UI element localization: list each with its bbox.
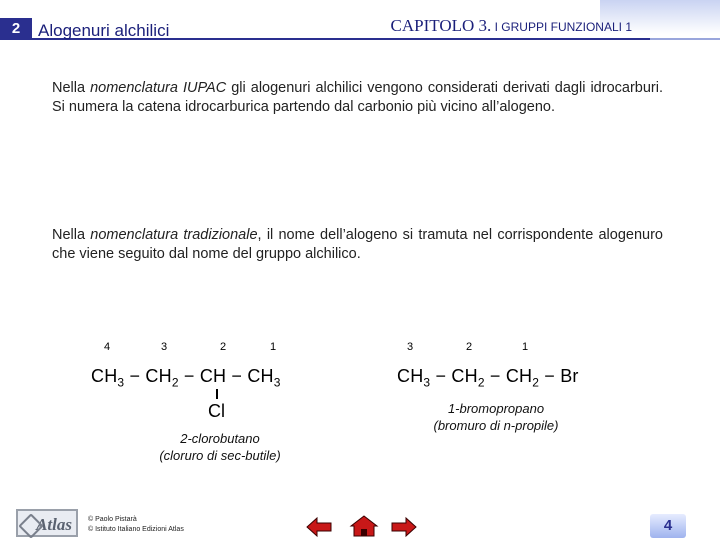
arrow-right-icon[interactable] [390, 516, 418, 538]
formula-subscript: 2 [171, 375, 179, 390]
formula-subscript: 2 [532, 375, 540, 390]
formula-bond: − [178, 366, 200, 386]
page-number: 4 [650, 514, 686, 538]
formula-bond: − [226, 366, 248, 386]
formula-bond: − [484, 366, 506, 386]
home-icon[interactable] [349, 514, 379, 538]
paragraph-traditional [52, 226, 663, 264]
paragraph-text: , il nome dell’alogeno si tramuta nel corrispondente alogenuro che viene seguito dal nome del gruppo alchilico. [52, 227, 663, 262]
formula-group: CH [145, 366, 172, 386]
chapter-prefix: CAPITOLO 3. [390, 16, 492, 35]
carbon-number: 3 [407, 341, 414, 353]
formula-group: CH [199, 366, 227, 386]
formula-1-bromopropano [397, 366, 579, 390]
formula-bond: − [124, 366, 146, 386]
compound-traditional-name: (bromuro di n-propile) [433, 418, 559, 433]
section-title: Alogenuri alchilici [38, 21, 170, 40]
formula-subscript: 3 [117, 375, 125, 390]
formula-bond: − [539, 366, 561, 386]
carbon-number: 4 [104, 341, 111, 353]
carbon-number: 1 [270, 341, 277, 353]
formula-group: CH [91, 366, 118, 386]
formula-group: CH [247, 366, 274, 386]
chapter-title [391, 16, 632, 36]
carbon-number: 1 [522, 341, 529, 353]
paragraph-iupac [52, 79, 663, 117]
section-number-badge: 2 [0, 18, 32, 40]
header-rule-light [650, 38, 720, 40]
arrow-left-icon[interactable] [305, 516, 333, 538]
copyright-author: © Paolo Pistarà [88, 516, 137, 523]
paragraph-text: Nella [52, 80, 91, 96]
paragraph-emphasis: nomenclatura tradizionale [90, 227, 258, 243]
carbon-number: 3 [161, 341, 168, 353]
formula-group: CH [451, 366, 478, 386]
compound-traditional-name: (cloruro di sec-butile) [159, 448, 281, 463]
paragraph-text: Nella [52, 227, 91, 243]
formula-group: Br [560, 366, 579, 386]
compound-name: 2-clorobutano [180, 431, 260, 446]
logo-text: Atlas [36, 515, 72, 534]
formula-bond: − [430, 366, 452, 386]
formula-group: CH [505, 366, 533, 386]
copyright-publisher: © Istituto Italiano Edizioni Atlas [88, 526, 184, 533]
paragraph-emphasis: nomenclatura IUPAC [90, 80, 227, 96]
vertical-bond [216, 389, 218, 399]
carbon-number: 2 [466, 341, 473, 353]
copyright [88, 515, 184, 535]
paragraph-text: gli alogenuri alchilici vengono considerati derivati dagli idrocarburi. Si numera la catena idrocarburica partendo dal carbonio più vicino all’alogeno. [52, 80, 663, 115]
chapter-name: I GRUPPI FUNZIONALI 1 [491, 20, 632, 34]
substituent-chlorine: Cl [208, 401, 225, 421]
formula-group: CH [397, 366, 424, 386]
atlas-logo [16, 509, 78, 537]
formula-subscript: 3 [423, 375, 431, 390]
formula-subscript: 3 [273, 375, 281, 390]
formula-subscript: 2 [477, 375, 485, 390]
formula-2-clorobutano [91, 366, 281, 390]
compound-name: 1-bromopropano [447, 401, 545, 416]
carbon-number: 2 [220, 341, 227, 353]
